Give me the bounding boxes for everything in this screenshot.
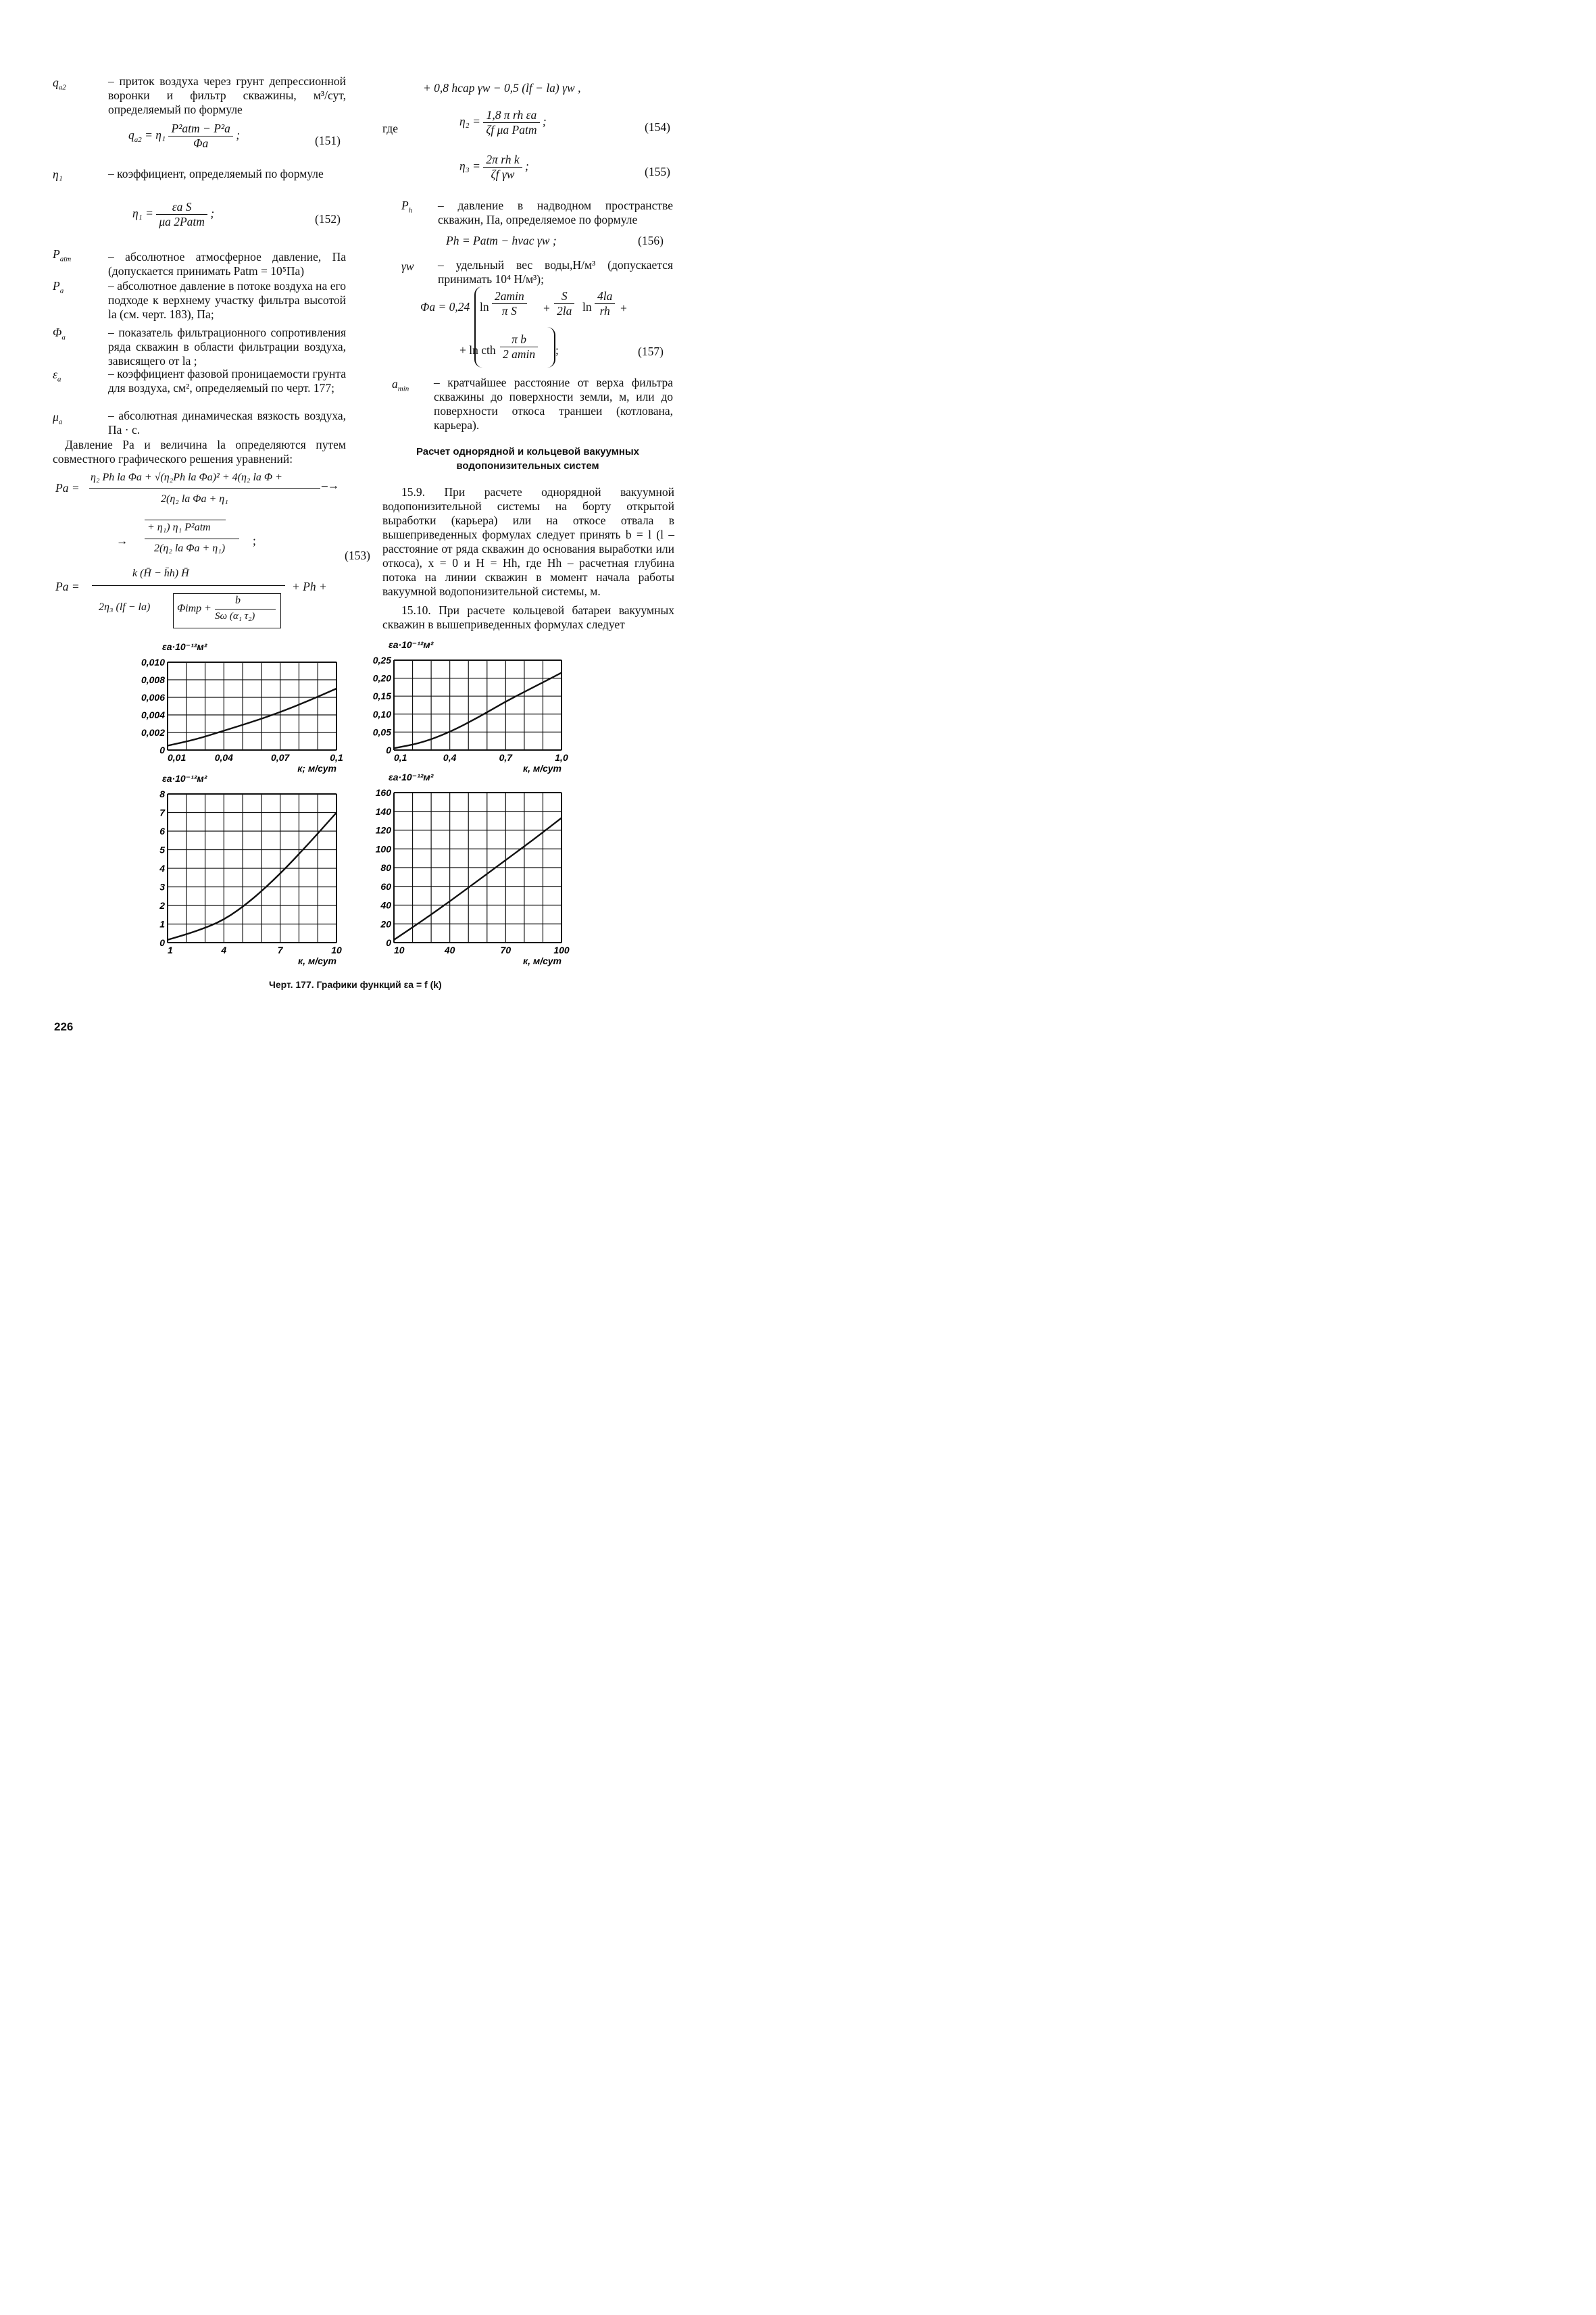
eq157-line2-a: + ln cth [459, 343, 496, 357]
y-tick-label: 1 [159, 918, 165, 930]
symbol-p-a: $P_a$ [53, 279, 64, 295]
eq157-plus2: + [620, 301, 627, 315]
eq153-line2-den: 2(η₂ la Φa + η₁) [154, 543, 226, 554]
equation-151: $q_{a2} = \eta_1$ $\frac{\text{P²atm − P²a}}{\Phi a}$ ; [128, 122, 241, 150]
symbol-gamma-w: γw [401, 259, 414, 273]
y-tick-label: 0,004 [141, 710, 165, 720]
equation-number-152: (152) [315, 212, 341, 226]
equation-156: Ph = Patm − hvac γw ; [446, 234, 557, 247]
y-tick-label: 0 [386, 745, 391, 755]
x-axis-label: к; м/сут [297, 763, 336, 774]
x-tick-label: 1 [168, 945, 173, 955]
y-tick-label: 60 [380, 880, 391, 892]
y-tick-label: 100 [375, 843, 391, 855]
x-tick-label: 4 [221, 945, 227, 955]
definition-p-atm: – абсолютное атмосферное давление, Па (допускается принимать Patm = 10⁵Па) [108, 250, 346, 278]
eq157-lhs: Φa = 0,24 [420, 300, 470, 314]
equation-154: η₂ = $\frac{\text{1,8 π rh εa}}{\text{ζf μa Patm}}$ ; [459, 108, 547, 136]
definition-a-min: – кратчайшее расстояние от верха фильтра скважины до поверхности земли, м, или до поверхности откоса траншеи (котлована, карьера). [434, 376, 673, 432]
eq153-line3-tail: + Ph + [292, 580, 327, 593]
y-tick-label: 0,05 [372, 726, 391, 738]
x-tick-label: 0,01 [168, 752, 186, 763]
y-tick-label: 0 [159, 745, 165, 755]
definition-mu-a: – абсолютная динамическая вязкость воздуха, Па · с. [108, 409, 346, 437]
eq157-f4: $\frac{\text{π b}}{2 amin}$ [500, 332, 538, 362]
page-number: 226 [54, 1020, 74, 1033]
x-tick-label: 0,1 [330, 752, 343, 763]
y-tick-label: 140 [375, 805, 391, 817]
x-axis-label: к, м/сут [523, 955, 562, 966]
x-tick-label: 0,7 [499, 752, 513, 763]
symbol-a-min: $a_{min}$ [392, 377, 409, 393]
x-tick-label: 10 [331, 945, 342, 955]
x-tick-label: 0,1 [394, 752, 407, 763]
eq153-line3-num: k (H̄ − h̄h) H̄ [132, 568, 189, 579]
eq157-f2: $\frac{S}{2la}$ [554, 289, 574, 318]
eq153-line3-lhs: Pa = [55, 580, 80, 593]
paragraph-15-10: 15.10. При расчете кольцевой батареи вакуумных скважин в вышеприведенных формулах следует [382, 603, 674, 631]
x-tick-label: 70 [500, 945, 512, 955]
x-tick-label: 10 [394, 945, 405, 955]
eq157-f3: $\frac{4la}{rh}$ [595, 289, 615, 318]
y-tick-label: 4 [159, 863, 165, 874]
y-tick-label: 2 [159, 900, 165, 911]
y-axis-label: εa·10⁻¹²м² [162, 773, 207, 784]
y-tick-label: 0,20 [372, 672, 391, 684]
eq153-line1-bar [89, 488, 320, 489]
figure-177-charts [0, 639, 734, 990]
eq153-line3-den-a: 2η₃ (lf − la) [99, 601, 151, 613]
eq157-line2-tail: ; [555, 343, 559, 357]
y-tick-label: 0,010 [141, 657, 165, 668]
eq153-line1-den: 2(η₂ la Φa + η₁ [161, 493, 228, 505]
definition-eta1: – коэффициент, определяемый по формуле [108, 167, 324, 180]
equation-number-153: (153) [345, 549, 370, 562]
eq153-line2-tail: ; [253, 534, 256, 547]
eq157-ln1: ln [480, 300, 489, 314]
y-tick-label: 6 [159, 826, 165, 837]
symbol-eps-a: $\varepsilon_a$ [53, 368, 61, 384]
symbol-eta1: η₁ [53, 168, 63, 181]
x-tick-label: 1,0 [555, 752, 568, 763]
eq157-plus1: + [543, 301, 550, 315]
symbol-mu-a: $\mu_a$ [53, 410, 63, 426]
y-tick-label: 160 [375, 787, 391, 798]
x-axis-label: к, м/сут [523, 763, 562, 774]
x-tick-label: 100 [553, 945, 570, 955]
symbol-phi-a: $\Phi_a$ [53, 326, 66, 342]
equation-number-156: (156) [638, 234, 664, 247]
y-tick-label: 40 [380, 899, 391, 911]
x-tick-label: 40 [444, 945, 455, 955]
x-tick-label: 0,04 [214, 752, 233, 763]
y-tick-label: 0 [159, 937, 165, 948]
equation-number-155: (155) [645, 165, 670, 178]
eq153-line1-arrow: –→ [322, 478, 340, 492]
eq153-line3-frac-num: b [235, 595, 241, 606]
x-axis-label: к, м/сут [298, 955, 336, 966]
y-tick-label: 3 [159, 881, 165, 893]
y-tick-label: 0,15 [372, 691, 391, 702]
series-line [394, 818, 562, 939]
definition-phi-a: – показатель фильтрационного сопротивления ряда скважин в области фильтрации воздуха, зависящего от la ; [108, 326, 346, 368]
eq153-line2-num: + η₁) η₁ P²atm [147, 522, 211, 533]
intro-paragraph: Давление Pa и величина la определяются путем совместного графического решения уравнений: [53, 438, 346, 466]
x-tick-label: 7 [277, 945, 283, 955]
symbol-p-h: $P_h$ [401, 199, 413, 215]
equation-number-157: (157) [638, 345, 664, 358]
figure-caption: Черт. 177. Графики функций εa = f (k) [269, 979, 442, 990]
y-tick-label: 0,002 [141, 727, 165, 738]
where-label: где [382, 122, 398, 135]
equation-continuation: + 0,8 hcap γw − 0,5 (lf − la) γw , [423, 81, 581, 95]
y-tick-label: 0,10 [372, 708, 391, 720]
symbol-q-a2: $q_{a2}$ [53, 76, 66, 92]
y-tick-label: 8 [159, 789, 165, 799]
y-axis-label: εa·10⁻¹²м² [389, 639, 434, 650]
definition-p-h: – давление в надводном пространстве скважин, Па, определяемое по формуле [438, 199, 673, 226]
section-heading: Расчет однорядной и кольцевой вакуумных водопонизительных систем [416, 446, 640, 472]
equation-number-154: (154) [645, 120, 670, 134]
y-tick-label: 0 [386, 937, 391, 948]
eq153-line1-lhs: Pa = [55, 481, 80, 495]
y-tick-label: 80 [380, 862, 391, 873]
definition-q-a2: – приток воздуха через грунт депрессионной воронки и фильтр скважины, м³/сут, определяемый по формуле [108, 74, 346, 116]
eq157-f1: $\frac{2amin}{\text{π S}}$ [492, 289, 527, 318]
y-tick-label: 0,008 [141, 674, 165, 685]
y-tick-label: 5 [159, 844, 165, 855]
symbol-p-atm: $P_{atm}$ [53, 247, 72, 264]
definition-gamma-w: – удельный вес воды,Н/м³ (допускается принимать 10⁴ Н/м³); [438, 258, 673, 286]
eq153-line3-den-b: Φimp + [177, 603, 211, 614]
series-line [168, 813, 336, 940]
eq153-line3-bar [92, 585, 285, 586]
definition-p-a: – абсолютное давление в потоке воздуха на его подходе к верхнему участку фильтра высотой la (см. черт. 183), Па; [108, 279, 346, 321]
equation-number-151: (151) [315, 134, 341, 147]
equation-155: η₃ = $\frac{\text{2π rh k}}{\text{ζf γw}}$ ; [459, 153, 529, 181]
paragraph-15-9: 15.9. При расчете однорядной вакуумной водопонизительной системы на борту открытой выработки (карьера) или на откосе отвала в вышеприведенных формулах следует принять b = l (l – расстояние от ряда скважин до основания выработки или откоса), x = 0 и H = Hh, где Hh – расчетная глубина потока на линии скважин в момент начала работы вакуумной водопонизительной системы, м. [382, 485, 674, 598]
eq157-right-paren [546, 327, 555, 368]
x-tick-label: 0,4 [443, 752, 457, 763]
y-axis-label: εa·10⁻¹²м² [162, 641, 207, 652]
series-line [394, 673, 562, 749]
y-tick-label: 0,25 [372, 655, 391, 666]
eq153-line3-frac-den: Sω (α₁ τ₂) [215, 611, 255, 622]
eq153-line1-num: η₂ Ph la Φa + √(η₂Ph la Φa)² + 4(η₂ la Φ + [91, 472, 282, 483]
eq153-line2-arrow: → [116, 534, 128, 547]
y-axis-label: εa·10⁻¹²м² [389, 772, 434, 782]
y-tick-label: 7 [159, 807, 165, 818]
eq157-ln2: ln [582, 300, 592, 314]
y-tick-label: 20 [380, 918, 391, 930]
y-tick-label: 0,006 [141, 692, 165, 703]
y-tick-label: 120 [375, 824, 391, 836]
x-tick-label: 0,07 [271, 752, 290, 763]
equation-152: η₁ = $\frac{\text{εa S}}{\text{μa 2Patm}}$ ; [132, 200, 215, 228]
definition-eps-a: – коэффициент фазовой проницаемости грунта для воздуха, см², определяемый по черт. 177; [108, 367, 346, 395]
